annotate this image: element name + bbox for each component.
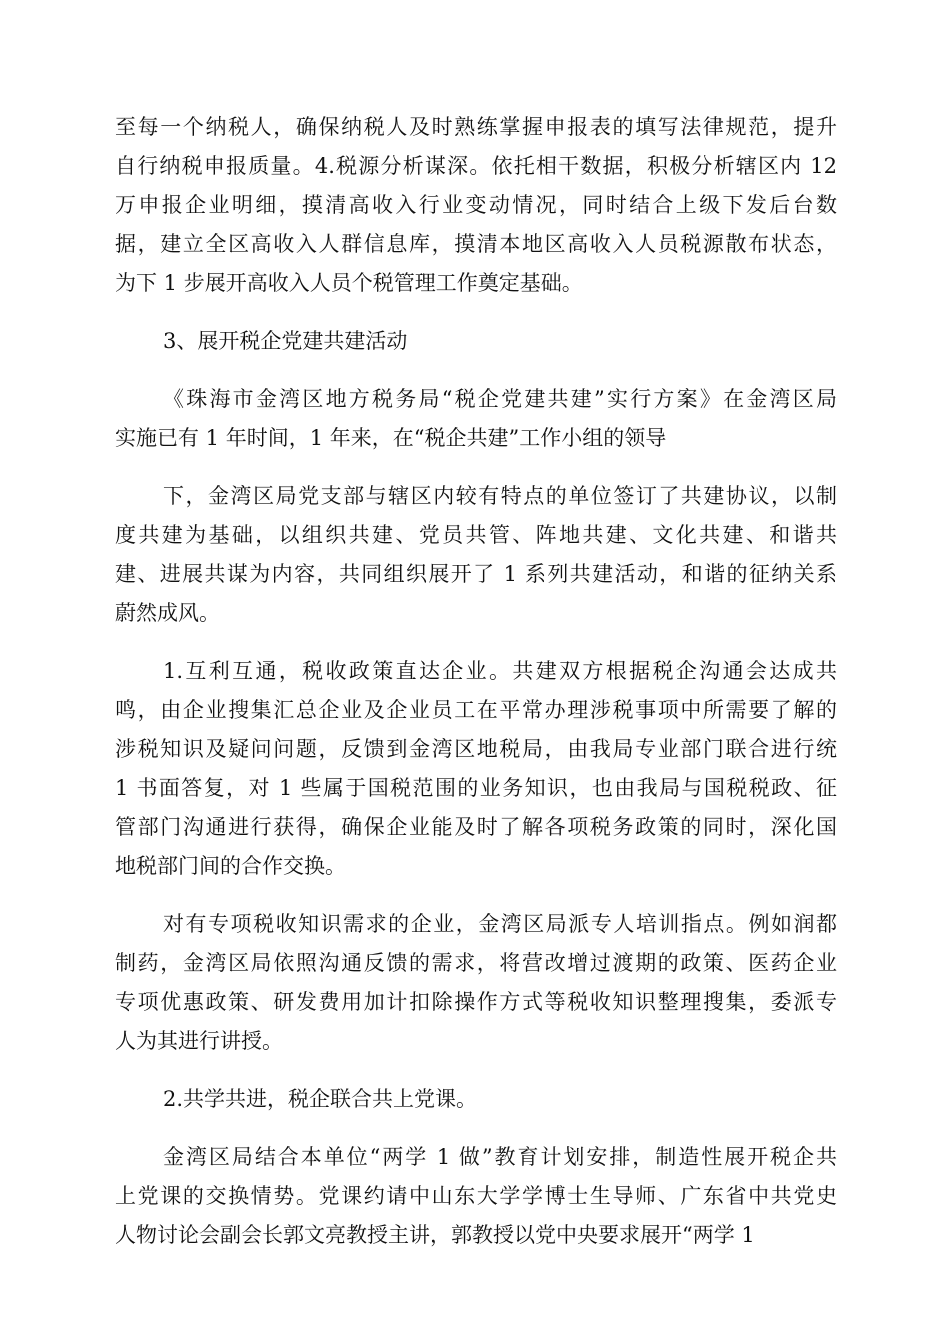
text-line: 鸣，由企业搜集汇总企业及企业员工在平常办理涉税事项中所需要了解的 — [115, 698, 837, 722]
text-line: 度共建为基础，以组织共建、党员共管、阵地共建、文化共建、和谐共 — [115, 523, 837, 547]
text-line: 管部门沟通进行获得，确保企业能及时了解各项税务政策的同时，深化国 — [115, 815, 837, 839]
text-line: 1.互利互通，税收政策直达企业。共建双方根据税企沟通会达成共 — [163, 659, 837, 683]
text-line: 地税部门间的合作交换。 — [115, 854, 346, 878]
text-line: 实施已有 1 年时间，1 年来，在“税企共建”工作小组的领导 — [115, 426, 667, 450]
text-line: 自行纳税申报质量。4.税源分析谋深。依托相干数据，积极分析辖区内 12 — [115, 154, 837, 178]
text-line: 人物讨论会副会长郭文亮教授主讲，郭教授以党中央要求展开“两学 1 — [115, 1223, 755, 1247]
paragraph — [115, 905, 837, 1061]
paragraph — [115, 652, 837, 886]
text-line: 对有专项税收知识需求的企业，金湾区局派专人培训指点。例如润都 — [163, 912, 837, 936]
paragraph — [115, 477, 837, 633]
text-line: 下，金湾区局党支部与辖区内较有特点的单位签订了共建协议，以制 — [163, 484, 837, 508]
text-line: 为下 1 步展开高收入人员个税管理工作奠定基础。 — [115, 271, 583, 295]
text-line: 人为其进行讲授。 — [115, 1029, 283, 1053]
text-line: 蔚然成风。 — [115, 601, 220, 625]
paragraph — [115, 108, 837, 303]
paragraph — [115, 1080, 837, 1119]
text-line: 万申报企业明细，摸清高收入行业变动情况，同时结合上级下发后台数 — [115, 193, 837, 217]
text-line: 制药，金湾区局依照沟通反馈的需求，将营改增过渡期的政策、医药企业 — [115, 951, 837, 975]
text-line: 《珠海市金湾区地方税务局“税企党建共建”实行方案》在金湾区局 — [163, 387, 837, 411]
paragraph — [115, 322, 837, 361]
text-line: 建、进展共谋为内容，共同组织展开了 1 系列共建活动，和谐的征纳关系 — [115, 562, 837, 586]
text-line: 专项优惠政策、研发费用加计扣除操作方式等税收知识整理搜集，委派专 — [115, 990, 837, 1014]
document-body — [115, 108, 837, 1274]
text-line: 至每一个纳税人，确保纳税人及时熟练掌握申报表的填写法律规范，提升 — [115, 115, 837, 139]
text-line: 上党课的交换情势。党课约请中山东大学学博士生导师、广东省中共党史 — [115, 1184, 837, 1208]
paragraph — [115, 380, 837, 458]
paragraph — [115, 1138, 837, 1255]
text-line: 据，建立全区高收入人群信息库，摸清本地区高收入人员税源散布状态， — [115, 232, 837, 256]
text-line: 1 书面答复，对 1 些属于国税范围的业务知识，也由我局与国税税政、征 — [115, 776, 837, 800]
text-line: 涉税知识及疑问问题，反馈到金湾区地税局，由我局专业部门联合进行统 — [115, 737, 837, 761]
text-line: 金湾区局结合本单位“两学 1 做”教育计划安排，制造性展开税企共 — [163, 1145, 837, 1169]
text-line: 3、展开税企党建共建活动 — [163, 329, 408, 353]
text-line: 2.共学共进，税企联合共上党课。 — [163, 1087, 478, 1111]
